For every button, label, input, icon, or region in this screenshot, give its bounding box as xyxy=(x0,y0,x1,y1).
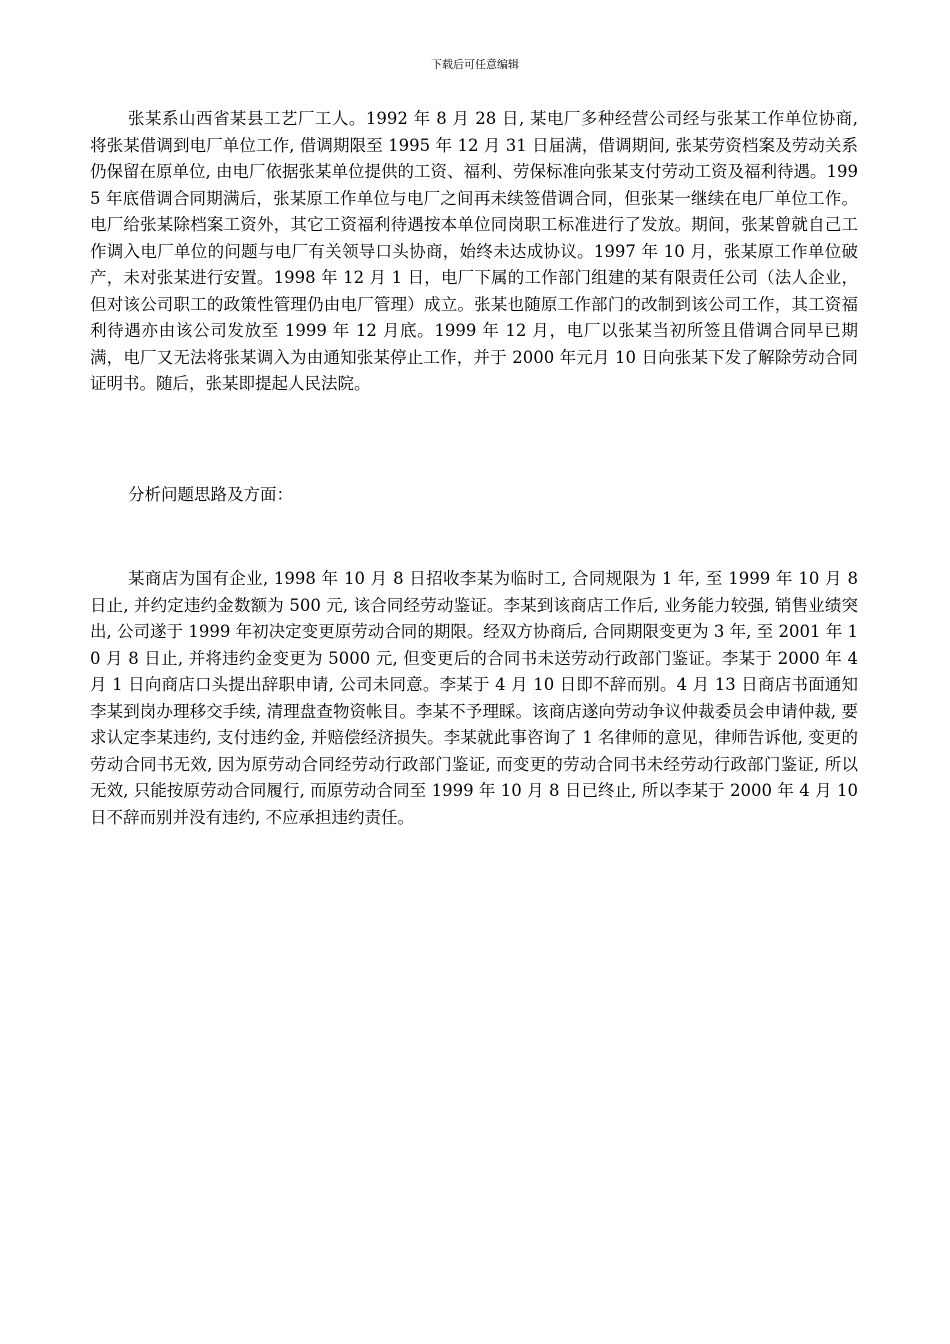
case-two-paragraph: 某商店为国有企业, 1998 年 10 月 8 日招收李某为临时工, 合同规限为 1 年, 至 1999 年 10 月 8 日止, 并约定违约金数额为 500 元, 该合同经劳动鉴证。李某到该商店工作后, 业务能力较强, 销售业绩突出, 公司遂于 1999 年初决定变更原劳动合同的期限。经双方协商后, 合同期限变更为 3 年, 至 2001 年 10 月 8 日止, 并将违约金变更为 5000 元, 但变更后的合同书未送劳动行政部门鉴证。李某于 2000 年 4 月 1 日向商店口头提出辞职申请, 公司未同意。李某于 4 月 10 日即不辞而别。4 月 13 日商店书面通知李某到岗办理移交手续, 清理盘查物资帐目。李某不予理睬。该商店遂向劳动争议仲裁委员会申请仲裁, 要求认定李某违约, 支付违约金, 并赔偿经济损失。李某就此事咨询了 1 名律师的意见，律师告诉他, 变更的劳动合同书无效, 因为原劳动合同经劳动行政部门鉴证, 而变更的劳动合同书未经劳动行政部门鉴证, 所以无效, 只能按原劳动合同履行, 而原劳动合同至 1999 年 10 月 8 日已终止, 所以李某于 2000 年 4 月 10 日不辞而别并没有违约, 不应承担违约责任。 xyxy=(90,569,858,827)
analysis-heading: 分析问题思路及方面： xyxy=(128,485,293,504)
page-header: 下载后可任意编辑 xyxy=(431,58,519,71)
case-one-paragraph: 张某系山西省某县工艺厂工人。1992 年 8 月 28 日, 某电厂多种经营公司经与张某工作单位协商, 将张某借调到电厂单位工作, 借调期限至 1995 年 12 月 31 日届满，借调期间, 张某劳资档案及劳动关系仍保留在原单位, 由电厂依据张某单位提供的工资、福利、劳保标准向张某支付劳动工资及福利待遇。1995 年底借调合同期满后，张某原工作单位与电厂之间再未续签借调合同，但张某一继续在电厂单位工作。电厂给张某除档案工资外，其它工资福利待遇按本单位同岗职工标准进行了发放。期间，张某曾就自己工作调入电厂单位的问题与电厂有关领导口头协商，始终未达成协议。1997 年 10 月，张某原工作单位破产，未对张某进行安置。1998 年 12 月 1 日，电厂下属的工作部门组建的某有限责任公司（法人企业，但对该公司职工的政策性管理仍由电厂管理）成立。张某也随原工作部门的改制到该公司工作，其工资福利待遇亦由该公司发放至 1999 年 12 月底。1999 年 12 月，电厂以张某当初所签且借调合同早已期满，电厂又无法将张某调入为由通知张某停止工作，并于 2000 年元月 10 日向张某下发了解除劳动合同证明书。随后，张某即提起人民法院。 xyxy=(90,109,858,393)
